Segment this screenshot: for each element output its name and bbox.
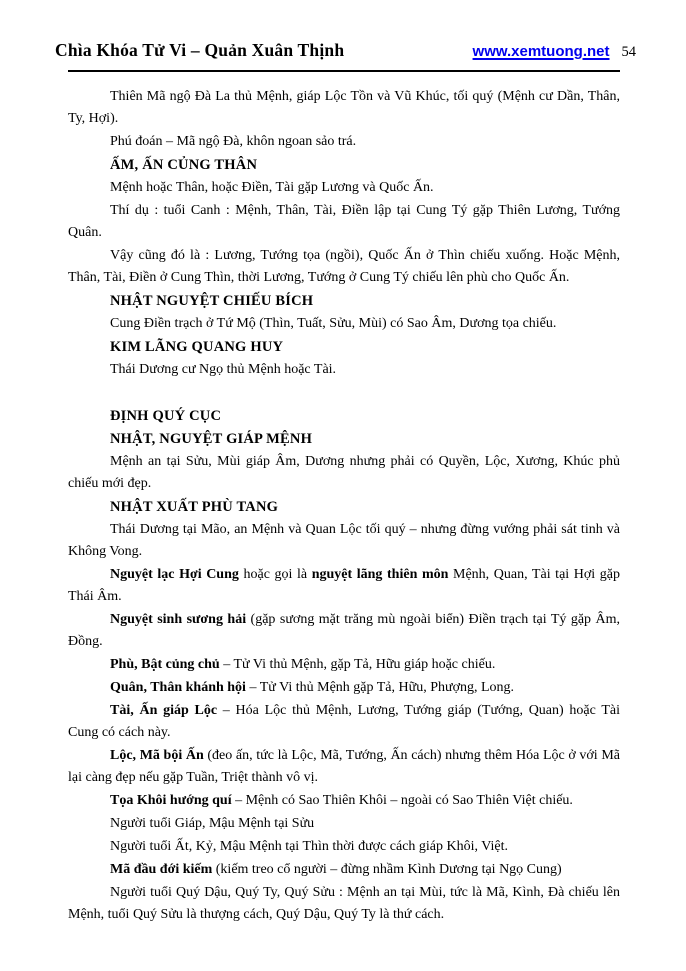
section-heading: NHẬT XUẤT PHÙ TANG bbox=[110, 499, 279, 515]
paragraph: Lộc, Mã bội Ấn (đeo ấn, tức là Lộc, Mã, Tướng, Ấn cách) nhưng thêm Hóa Lộc ở với Mã lại càng đẹp nếu gặp Tuần, Triệt thành vô vị. bbox=[68, 748, 620, 785]
section-heading: ẤM, ẤN CỦNG THÂN bbox=[110, 157, 258, 173]
page-number: 54 bbox=[621, 44, 636, 60]
paragraph: Phú đoán – Mã ngộ Đà, khôn ngoan sảo trá. bbox=[110, 134, 357, 149]
section-spacer bbox=[68, 382, 620, 404]
paragraph: Thái Dương tại Mão, an Mệnh và Quan Lộc tối quý – nhưng đừng vướng phải sát tinh và Không Vong. bbox=[68, 522, 620, 559]
paragraph: Nguyệt sinh sương hải (gặp sương mặt trăng mù ngoài biển) Điền trạch tại Tý gặp Âm, Đồng. bbox=[68, 612, 620, 649]
paragraph: Người tuổi Giáp, Mậu Mệnh tại Sửu bbox=[110, 816, 315, 831]
section-heading: NHẬT, NGUYỆT GIÁP MỆNH bbox=[110, 431, 313, 447]
paragraph: Thí dụ : tuổi Canh : Mệnh, Thân, Tài, Điền lập tại Cung Tý gặp Thiên Lương, Tướng Quân. bbox=[68, 203, 620, 240]
paragraph: Quân, Thân khánh hội – Tử Vi thủ Mệnh gặp Tả, Hữu, Phượng, Long. bbox=[110, 680, 515, 695]
paragraph: Mệnh an tại Sửu, Mùi giáp Âm, Dương nhưng phải có Quyền, Lộc, Xương, Khúc phủ chiếu mới đẹp. bbox=[68, 454, 620, 491]
paragraph: Thiên Mã ngộ Đà La thủ Mệnh, giáp Lộc Tồn và Vũ Khúc, tối quý (Mệnh cư Dần, Thân, Ty, Hợi). bbox=[68, 89, 620, 126]
paragraph: Cung Điền trạch ở Tứ Mộ (Thìn, Tuất, Sửu, Mùi) có Sao Âm, Dương tọa chiếu. bbox=[110, 316, 557, 331]
page-body bbox=[0, 72, 686, 926]
paragraph: Tài, Ấn giáp Lộc – Hóa Lộc thủ Mệnh, Lương, Tướng giáp (Tướng, Quan) hoặc Tài Cung có cách này. bbox=[68, 703, 620, 740]
paragraph: Phù, Bật củng chủ – Tử Vi thủ Mệnh, gặp Tả, Hữu giáp hoặc chiếu. bbox=[110, 657, 496, 672]
book-title: Chìa Khóa Tử Vi – Quản Xuân Thịnh bbox=[55, 40, 345, 60]
section-heading: KIM LÃNG QUANG HUY bbox=[110, 339, 284, 355]
paragraph: Tọa Khôi hướng quí – Mệnh có Sao Thiên Khôi – ngoài có Sao Thiên Việt chiếu. bbox=[110, 793, 573, 808]
section-heading: ĐỊNH QUÝ CỤC bbox=[110, 408, 222, 424]
paragraph: Mã đầu đới kiếm (kiếm treo cổ người – đừng nhầm Kình Dương tại Ngọ Cung) bbox=[110, 862, 562, 877]
paragraph: Người tuổi Ất, Kỷ, Mậu Mệnh tại Thìn thời được cách giáp Khôi, Việt. bbox=[110, 839, 509, 854]
paragraph: Thái Dương cư Ngọ thủ Mệnh hoặc Tài. bbox=[110, 362, 337, 377]
paragraph: Vậy cũng đó là : Lương, Tướng tọa (ngồi), Quốc Ấn ở Thìn chiếu xuống. Hoặc Mệnh, Thân, Tài, Điền ở Cung Thìn, thời Lương, Tướng ở Cung Tý chiếu lên phù cho Quốc Ấn. bbox=[68, 248, 620, 285]
paragraph: Mệnh hoặc Thân, hoặc Điền, Tài gặp Lương và Quốc Ấn. bbox=[110, 180, 434, 195]
website-link[interactable]: www.xemtuong.net bbox=[472, 43, 610, 60]
paragraph: Người tuổi Quý Dậu, Quý Ty, Quý Sửu : Mệnh an tại Mùi, tức là Mã, Kình, Đà chiếu lên Mệnh, tuổi Quý Sửu là thượng cách, Quý Dậu, Quý Ty là thứ cách. bbox=[68, 885, 620, 922]
section-heading: NHẬT NGUYỆT CHIẾU BÍCH bbox=[110, 293, 314, 309]
page-header bbox=[0, 0, 686, 61]
paragraph: Nguyệt lạc Hợi Cung hoặc gọi là nguyệt lãng thiên môn Mệnh, Quan, Tài tại Hợi gặp Thái Âm. bbox=[68, 567, 620, 604]
